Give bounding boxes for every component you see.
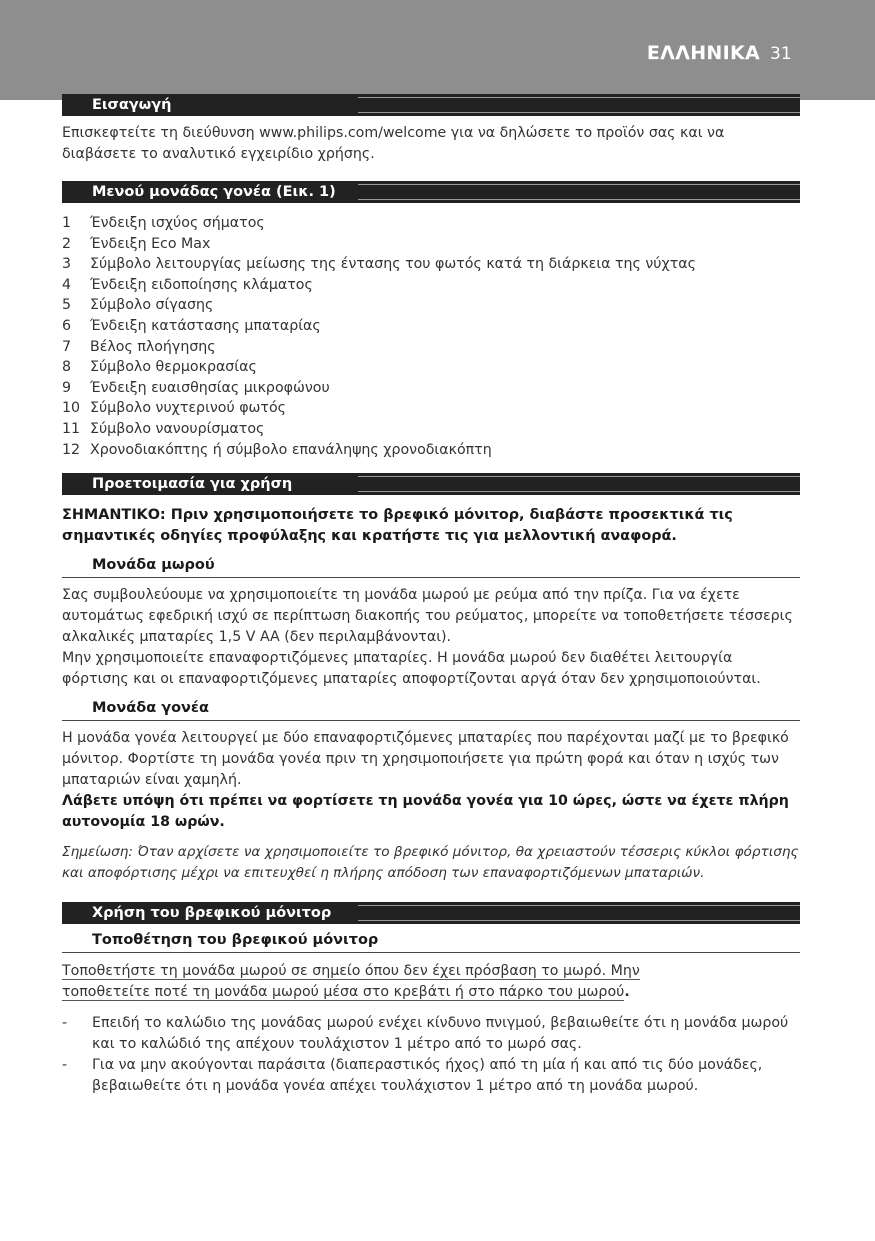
menu-list-item — [62, 254, 800, 275]
menu-item-number: 10 — [62, 400, 81, 417]
battery-note: Σημείωση: Όταν αρχίσετε να χρησιμοποιείτε το βρεφικό μόνιτορ, θα χρειαστούν τέσσερις κύκλοι φόρτισης και αποφόρτισης μέχρι να επιτευχθεί η πλήρης απόδοση των επαναφορτιζόμενων μπαταριών. — [62, 844, 799, 882]
bullet-dash: - — [62, 1057, 68, 1074]
important-notice: ΣΗΜΑΝΤΙΚΟ: Πριν χρησιμοποιήσετε το βρεφικό μόνιτορ, διαβάστε προσεκτικά τις σημαντικές οδηγίες προφύλαξης και κρατήστε τις για μελλοντική αναφορά. — [62, 507, 733, 545]
parent-unit-charge-notice: Λάβετε υπόψη ότι πρέπει να φορτίσετε τη μονάδα γονέα για 10 ώρες, ώστε να έχετε πλήρη αυτονομία 18 ωρών. — [62, 793, 789, 831]
page-content — [62, 94, 800, 1097]
menu-item-label: Σύμβολο λειτουργίας μείωσης της έντασης του φωτός κατά τη διάρκεια της νύχτας — [90, 256, 696, 273]
parent-unit-text: Η μονάδα γονέα λειτουργεί με δύο επαναφορτιζόμενες μπαταρίες που παρέχονται μαζί με το βρεφικό μόνιτορ. Φορτίστε τη μονάδα γονέα πριν τη χρησιμοποιήσετε για πρώτη φορά και όταν η ισχύς των μπαταριών είναι χαμηλή. Λάβετε υπόψη ότι πρέπει να φορτίσετε τη μονάδα γονέα για 10 ώρες, ώστε να έχετε πλήρη αυτονομία 18 ωρών. — [62, 728, 800, 833]
menu-list — [62, 213, 800, 460]
subsection-placement-title: Τοποθέτηση του βρεφικού μόνιτορ — [62, 928, 800, 953]
menu-list-item — [62, 295, 800, 316]
section-prep-title: Προετοιμασία για χρήση — [62, 473, 800, 495]
menu-item-label: Ένδειξη ευαισθησίας μικροφώνου — [90, 379, 330, 396]
menu-item-number: 1 — [62, 215, 72, 231]
menu-item-label: Ένδειξη Eco Max — [90, 235, 211, 252]
menu-item-label: Σύμβολο νυχτερινού φωτός — [90, 400, 286, 417]
menu-item-number: 9 — [62, 379, 72, 396]
menu-list-item — [62, 234, 800, 255]
menu-list-item — [62, 213, 800, 234]
placement-bullets — [62, 1013, 800, 1097]
menu-item-label: Ένδειξη ισχύος σήματος — [90, 215, 265, 231]
menu-item-number: 12 — [62, 441, 81, 458]
menu-item-label: Σύμβολο θερμοκρασίας — [90, 359, 257, 376]
menu-list-item — [62, 337, 800, 358]
bullet-text: Επειδή το καλώδιο της μονάδας μωρού ενέχει κίνδυνο πνιγμού, βεβαιωθείτε ότι η μονάδα μωρού και το καλώδιό της απέχουν τουλάχιστον 1 μέτρο από το μωρό σας. — [92, 1015, 789, 1053]
section-intro-title: Εισαγωγή — [62, 94, 800, 116]
menu-list-item — [62, 419, 800, 440]
menu-item-label: Ένδειξη κατάστασης μπαταρίας — [90, 317, 321, 334]
menu-item-number: 11 — [62, 420, 81, 437]
menu-item-number: 7 — [62, 338, 72, 355]
baby-unit-text: Σας συμβουλεύουμε να χρησιμοποιείτε τη μονάδα μωρού με ρεύμα από την πρίζα. Για να έχετε αυτομάτως εφεδρική ισχύ σε περίπτωση διακοπής του ρεύματος, μπορείτε να τοποθετήσετε τέσσερις αλκαλικές μπαταρίες 1,5 V AA (δεν περιλαμβάνονται). Μην χρησιμοποιείτε επαναφορτιζόμενες μπαταρίες. Η μονάδα μωρού δεν διαθέτει λειτουργία φόρτισης και οι επαναφορτιζόμενες μπαταρίες αποφορτίζονται αργά όταν δεν χρησιμοποιούνται. — [62, 587, 793, 688]
placement-warning: Τοποθετήστε τη μονάδα μωρού σε σημείο όπου δεν έχει πρόσβαση το μωρό. Μην τοποθετείτε ποτέ τη μονάδα μωρού μέσα στο κρεβάτι ή στο πάρκο του μωρού. — [62, 963, 640, 1001]
menu-item-label: Ένδειξη ειδοποίησης κλάματος — [90, 276, 313, 293]
menu-list-item — [62, 275, 800, 296]
menu-item-number: 2 — [62, 235, 72, 252]
bullet-dash: - — [62, 1015, 68, 1032]
placement-bullet — [62, 1055, 800, 1097]
section-use-title: Χρήση του βρεφικού μόνιτορ — [62, 902, 800, 924]
menu-item-label: Βέλος πλοήγησης — [90, 338, 216, 355]
menu-item-number: 5 — [62, 297, 72, 314]
bullet-text: Για να μην ακούγονται παράσιτα (διαπεραστικός ήχος) από τη μία ή και από τις δύο μονάδες, βεβαιωθείτε ότι η μονάδα γονέα απέχει τουλάχιστον 1 μέτρο από τη μονάδα μωρού. — [92, 1057, 763, 1095]
header-language: ΕΛΛΗΝΙΚΑ — [646, 42, 760, 64]
menu-item-number: 8 — [62, 359, 72, 376]
placement-bullet — [62, 1013, 800, 1055]
section-menu-title: Μενού μονάδας γονέα (Εικ. 1) — [62, 181, 800, 203]
menu-item-number: 3 — [62, 256, 72, 273]
menu-item-label: Σύμβολο σίγασης — [90, 297, 214, 314]
subsection-baby-unit-title: Μονάδα μωρού — [62, 553, 800, 578]
menu-item-number: 6 — [62, 317, 72, 334]
menu-list-item — [62, 440, 800, 461]
page-number: 31 — [770, 44, 792, 64]
menu-item-label: Χρονοδιακόπτης ή σύμβολο επανάληψης χρονοδιακόπτη — [90, 441, 492, 458]
menu-item-number: 4 — [62, 276, 72, 293]
menu-list-item — [62, 357, 800, 378]
intro-text: Επισκεφτείτε τη διεύθυνση www.philips.com/welcome για να δηλώσετε το προϊόν σας και να διαβάσετε το αναλυτικό εγχειρίδιο χρήσης. — [62, 125, 725, 162]
menu-list-item — [62, 398, 800, 419]
menu-item-label: Σύμβολο νανουρίσματος — [90, 420, 265, 437]
menu-list-item — [62, 378, 800, 399]
subsection-parent-unit-title: Μονάδα γονέα — [62, 696, 800, 721]
menu-list-item — [62, 316, 800, 337]
